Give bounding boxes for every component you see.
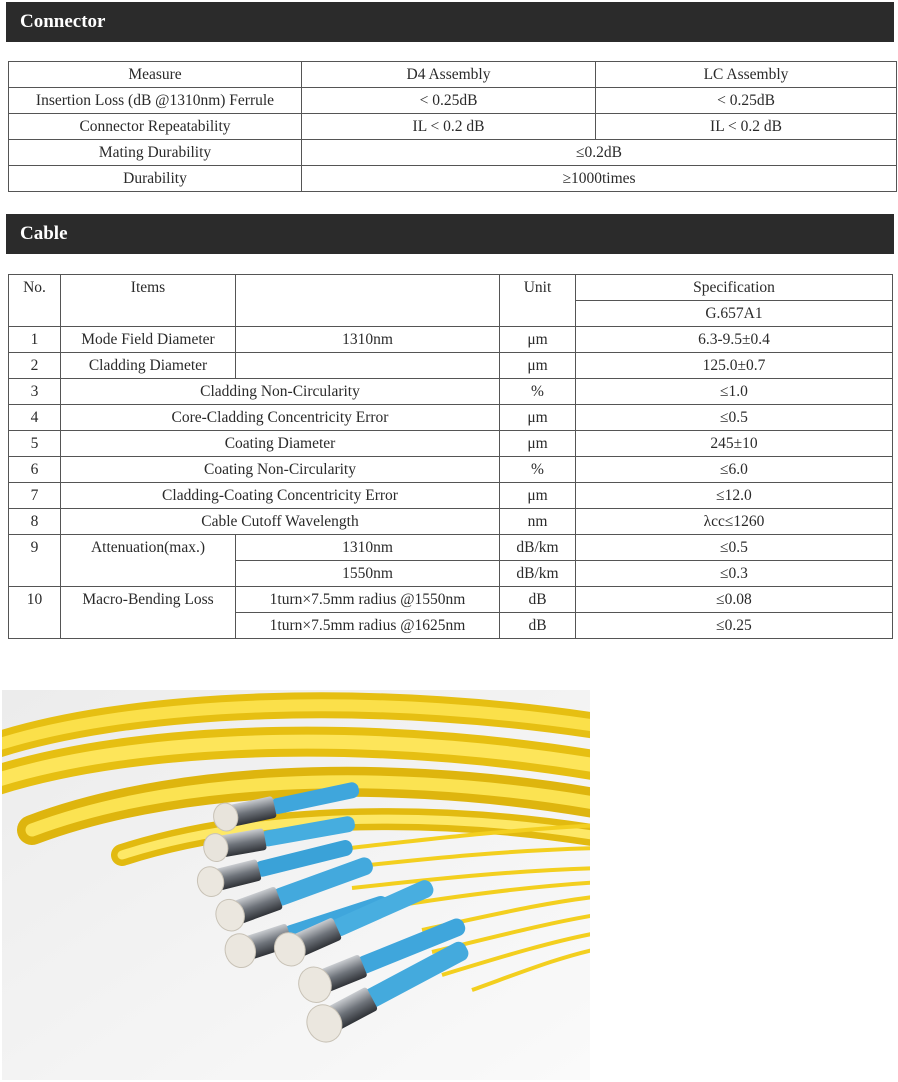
d4-value: IL < 0.2 dB	[302, 114, 596, 140]
fiber-patch-cord-illustration	[2, 690, 590, 1080]
table-row	[9, 457, 893, 483]
condition-cell: 1310nm	[236, 535, 500, 561]
header-measure: Measure	[9, 62, 302, 88]
unit-cell: μm	[500, 483, 576, 509]
table-row	[9, 431, 893, 457]
table-row	[9, 114, 897, 140]
measure-cell: Mating Durability	[9, 140, 302, 166]
item-cell: Mode Field Diameter	[61, 327, 236, 353]
table-row	[9, 509, 893, 535]
row-number: 4	[9, 405, 61, 431]
header-specification: Specification	[576, 275, 893, 301]
table-row	[9, 379, 893, 405]
header-lc-assembly: LC Assembly	[596, 62, 897, 88]
spec-cell: ≤1.0	[576, 379, 893, 405]
unit-cell: μm	[500, 405, 576, 431]
unit-cell: μm	[500, 431, 576, 457]
measure-cell: Durability	[9, 166, 302, 192]
spec-cell: ≤6.0	[576, 457, 893, 483]
header-no: No.	[9, 275, 61, 327]
unit-cell: dB/km	[500, 561, 576, 587]
header-items: Items	[61, 275, 236, 327]
table-row	[9, 483, 893, 509]
table-row	[9, 587, 893, 613]
item-cell: Macro-Bending Loss	[61, 587, 236, 639]
lc-value: IL < 0.2 dB	[596, 114, 897, 140]
unit-cell: μm	[500, 327, 576, 353]
row-number: 2	[9, 353, 61, 379]
spec-cell: ≤0.3	[576, 561, 893, 587]
condition-cell: 1turn×7.5mm radius @1550nm	[236, 587, 500, 613]
unit-cell: μm	[500, 353, 576, 379]
lc-value: < 0.25dB	[596, 88, 897, 114]
unit-cell: nm	[500, 509, 576, 535]
condition-cell: 1turn×7.5mm radius @1625nm	[236, 613, 500, 639]
item-cell: Coating Non-Circularity	[61, 457, 500, 483]
table-header-row	[9, 62, 897, 88]
row-number: 8	[9, 509, 61, 535]
product-photo	[2, 690, 590, 1080]
shared-value: ≥1000times	[302, 166, 897, 192]
cable-title: Cable	[20, 223, 68, 244]
header-standard: G.657A1	[576, 301, 893, 327]
unit-cell: dB	[500, 613, 576, 639]
table-row	[9, 405, 893, 431]
row-number: 7	[9, 483, 61, 509]
measure-cell: Connector Repeatability	[9, 114, 302, 140]
spec-cell: ≤0.08	[576, 587, 893, 613]
header-unit: Unit	[500, 275, 576, 327]
connector-section-header	[6, 2, 894, 42]
item-cell: Core-Cladding Concentricity Error	[61, 405, 500, 431]
table-row	[9, 88, 897, 114]
shared-value: ≤0.2dB	[302, 140, 897, 166]
spec-cell: ≤0.5	[576, 535, 893, 561]
table-row	[9, 535, 893, 561]
header-blank	[236, 275, 500, 327]
item-cell: Cladding-Coating Concentricity Error	[61, 483, 500, 509]
spec-cell: ≤0.5	[576, 405, 893, 431]
row-number: 9	[9, 535, 61, 587]
item-cell: Cladding Diameter	[61, 353, 236, 379]
row-number: 3	[9, 379, 61, 405]
d4-value: < 0.25dB	[302, 88, 596, 114]
cable-section-header	[6, 214, 894, 254]
condition-cell	[236, 353, 500, 379]
item-cell: Cladding Non-Circularity	[61, 379, 500, 405]
cable-spec-table	[8, 274, 893, 639]
spec-cell: λcc≤1260	[576, 509, 893, 535]
spec-cell: ≤0.25	[576, 613, 893, 639]
connector-title: Connector	[20, 11, 106, 32]
condition-cell: 1310nm	[236, 327, 500, 353]
row-number: 6	[9, 457, 61, 483]
measure-cell: Insertion Loss (dB @1310nm) Ferrule	[9, 88, 302, 114]
condition-cell: 1550nm	[236, 561, 500, 587]
table-row	[9, 327, 893, 353]
spec-cell: 6.3-9.5±0.4	[576, 327, 893, 353]
unit-cell: %	[500, 457, 576, 483]
unit-cell: dB/km	[500, 535, 576, 561]
row-number: 5	[9, 431, 61, 457]
row-number: 1	[9, 327, 61, 353]
spec-cell: 125.0±0.7	[576, 353, 893, 379]
table-row	[9, 140, 897, 166]
table-header-row	[9, 275, 893, 301]
spec-cell: ≤12.0	[576, 483, 893, 509]
unit-cell: %	[500, 379, 576, 405]
item-cell: Cable Cutoff Wavelength	[61, 509, 500, 535]
spec-cell: 245±10	[576, 431, 893, 457]
item-cell: Attenuation(max.)	[61, 535, 236, 587]
table-row	[9, 166, 897, 192]
row-number: 10	[9, 587, 61, 639]
unit-cell: dB	[500, 587, 576, 613]
table-row	[9, 353, 893, 379]
connector-spec-table	[8, 61, 897, 192]
item-cell: Coating Diameter	[61, 431, 500, 457]
header-d4-assembly: D4 Assembly	[302, 62, 596, 88]
